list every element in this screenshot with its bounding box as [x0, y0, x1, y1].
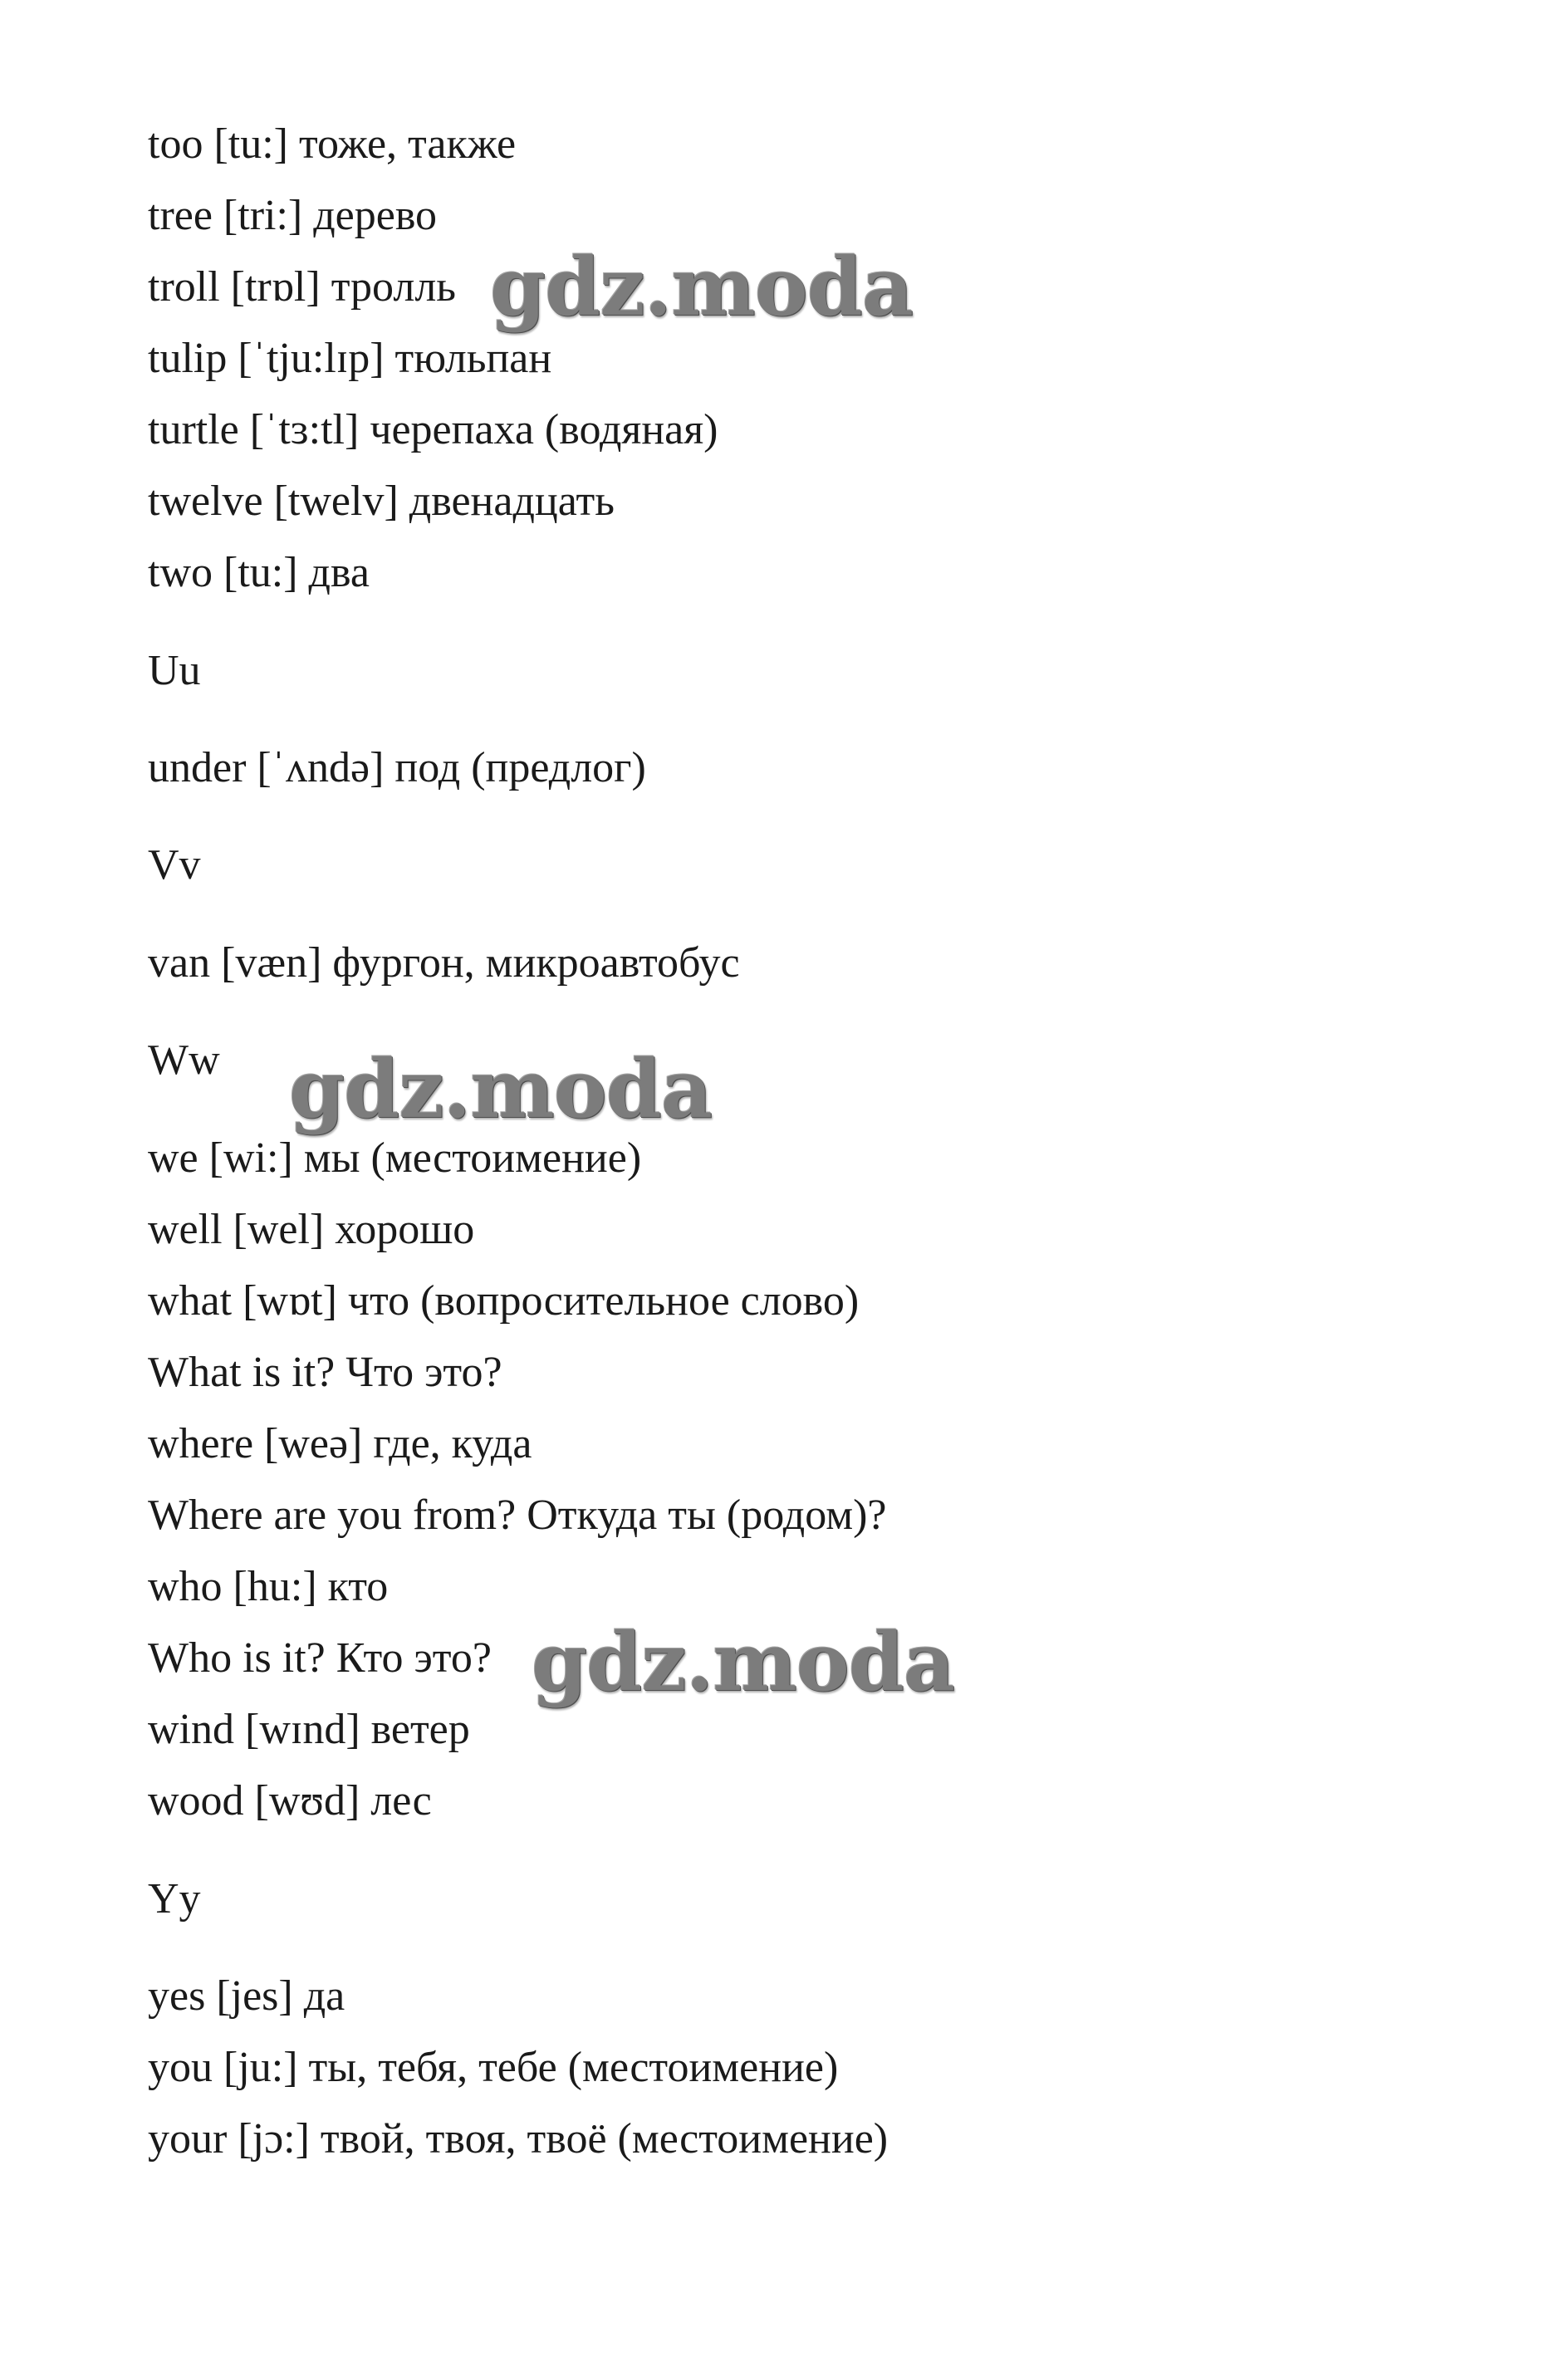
entry-your: your [jɔ:] твой, твоя, твоё (местоимение) [148, 2115, 889, 2163]
watermark-1: gdz.moda [490, 240, 914, 334]
entry-troll: troll [trɒl] тролль [148, 263, 456, 311]
entry-two: two [tu:] два [148, 549, 370, 596]
entry-yes: yes [jes] да [148, 1972, 345, 2020]
entry-who-is-it: Who is it? Кто это? [148, 1634, 492, 1682]
entry-where: where [weə] где, куда [148, 1420, 532, 1467]
entry-wind: wind [wɪnd] ветер [148, 1706, 470, 1753]
entry-we: we [wi:] мы (местоимение) [148, 1134, 642, 1182]
section-heading-y: Yy [148, 1875, 201, 1923]
entry-turtle: turtle [ˈtɜ:tl] черепаха (водяная) [148, 406, 718, 453]
entry-too: too [tu:] тоже, также [148, 120, 517, 168]
entry-wood: wood [wʊd] лес [148, 1777, 432, 1825]
section-heading-u: Uu [148, 647, 201, 694]
entry-tree: tree [tri:] дерево [148, 192, 438, 239]
entry-who: who [hu:] кто [148, 1563, 389, 1610]
entry-you: you [ju:] ты, тебя, тебе (местоимение) [148, 2044, 839, 2091]
section-heading-v: Vv [148, 841, 201, 889]
entry-van: van [væn] фургон, микроавтобус [148, 939, 740, 987]
section-heading-w: Ww [148, 1036, 220, 1084]
entry-twelve: twelve [twelv] двенадцать [148, 478, 615, 525]
entry-where-are-you: Where are you from? Откуда ты (родом)? [148, 1492, 887, 1539]
watermark-2: gdz.moda [289, 1042, 713, 1136]
entry-what: what [wɒt] что (вопросительное слово) [148, 1277, 860, 1325]
entry-under: under [ˈʌndə] под (предлог) [148, 744, 646, 791]
entry-what-is-it: What is it? Что это? [148, 1349, 502, 1396]
watermark-3: gdz.moda [532, 1615, 955, 1709]
entry-well: well [wel] хорошо [148, 1206, 475, 1253]
entry-tulip: tulip [ˈtju:lɪp] тюльпан [148, 335, 552, 382]
